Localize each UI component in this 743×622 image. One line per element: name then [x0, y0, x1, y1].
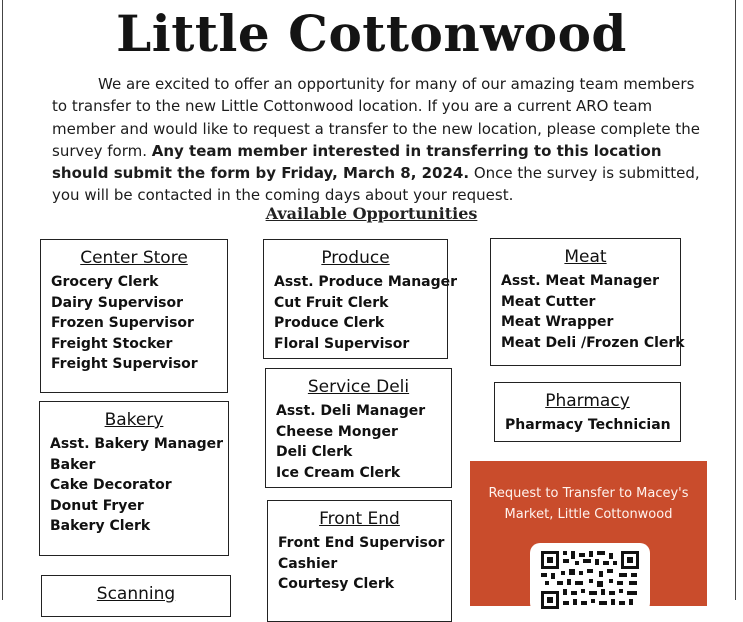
- dept-box-meat: [490, 238, 685, 366]
- position-item: Donut Fryer: [50, 497, 144, 514]
- page-border-right: [735, 0, 736, 600]
- page-title: Little Cottonwood: [116, 4, 627, 63]
- dept-title: Service Deli: [307, 377, 410, 397]
- position-list: [264, 272, 458, 354]
- position-item: Cut Fruit Clerk: [274, 294, 389, 311]
- position-item: Ice Cream Clerk: [276, 464, 401, 481]
- position-item: Deli Clerk: [276, 444, 353, 460]
- dept-box-pharmacy: [494, 382, 681, 442]
- position-item: Meat Wrapper: [501, 314, 614, 330]
- position-item: Grocery Clerk: [51, 274, 159, 290]
- dept-title: Bakery: [104, 410, 164, 430]
- intro-followup: Once the survey is submitted, you will be contacted in the coming days about your request.: [52, 164, 700, 205]
- dept-box-bakery: [39, 401, 229, 556]
- position-item: Bakery Clerk: [50, 518, 151, 534]
- position-list: [41, 272, 227, 375]
- position-item: Courtesy Clerk: [278, 576, 395, 592]
- dept-title: Produce: [321, 248, 390, 268]
- position-item: Asst. Produce Manager: [274, 274, 458, 290]
- dept-title: Scanning: [96, 584, 176, 604]
- page-border-left: [2, 0, 3, 600]
- position-list: [268, 533, 451, 595]
- position-item: Cake Decorator: [50, 477, 172, 493]
- transfer-request-card[interactable]: [470, 461, 707, 606]
- position-item: Floral Supervisor: [274, 335, 410, 352]
- dept-title: Front End: [319, 509, 400, 529]
- position-item: Cashier: [278, 555, 338, 572]
- dept-title: Meat: [564, 247, 607, 267]
- dept-box-service-deli: [265, 368, 452, 488]
- intro-deadline: Any team member interested in transferring to this location should submit the form by Friday, March 8, 2024.: [52, 141, 662, 183]
- position-list: [266, 401, 451, 483]
- position-item: Dairy Supervisor: [51, 294, 184, 311]
- position-item: Front End Supervisor: [278, 535, 445, 551]
- dept-title: Pharmacy: [545, 391, 630, 411]
- position-list: [40, 434, 228, 537]
- dept-box-center-store: [40, 239, 228, 393]
- intro-text: We are excited to offer an opportunity for many of our amazing team members to transfer to the new Little Cottonwood location. If you are a current ARO team member and would like to request a transfer to the new location, please complete the survey form.: [52, 75, 701, 160]
- position-item: Meat Deli /Frozen Clerk: [501, 334, 685, 351]
- position-list: [491, 271, 685, 353]
- dept-title: Center Store: [80, 248, 188, 268]
- section-heading: Available Opportunities: [265, 204, 478, 223]
- intro-paragraph: [52, 73, 700, 207]
- qr-code-icon[interactable]: [530, 543, 650, 613]
- position-item: Frozen Supervisor: [51, 315, 194, 331]
- dept-box-scanning: [41, 575, 231, 617]
- position-item: Produce Clerk: [274, 315, 385, 331]
- dept-box-produce: [263, 239, 458, 359]
- position-item: Baker: [50, 456, 96, 473]
- transfer-request-text: Request to Transfer to Macey's Market, Little Cottonwood: [488, 486, 689, 522]
- position-item: Asst. Deli Manager: [276, 403, 426, 419]
- dept-box-front-end: [267, 500, 452, 622]
- position-item: Cheese Monger: [276, 423, 398, 440]
- position-item: Freight Stocker: [51, 335, 173, 352]
- position-item: Meat Cutter: [501, 293, 596, 310]
- position-item: Asst. Meat Manager: [501, 273, 660, 289]
- position-list: [495, 415, 680, 436]
- position-item: Pharmacy Technician: [505, 417, 671, 433]
- position-item: Freight Supervisor: [51, 356, 198, 372]
- position-item: Asst. Bakery Manager: [50, 436, 224, 452]
